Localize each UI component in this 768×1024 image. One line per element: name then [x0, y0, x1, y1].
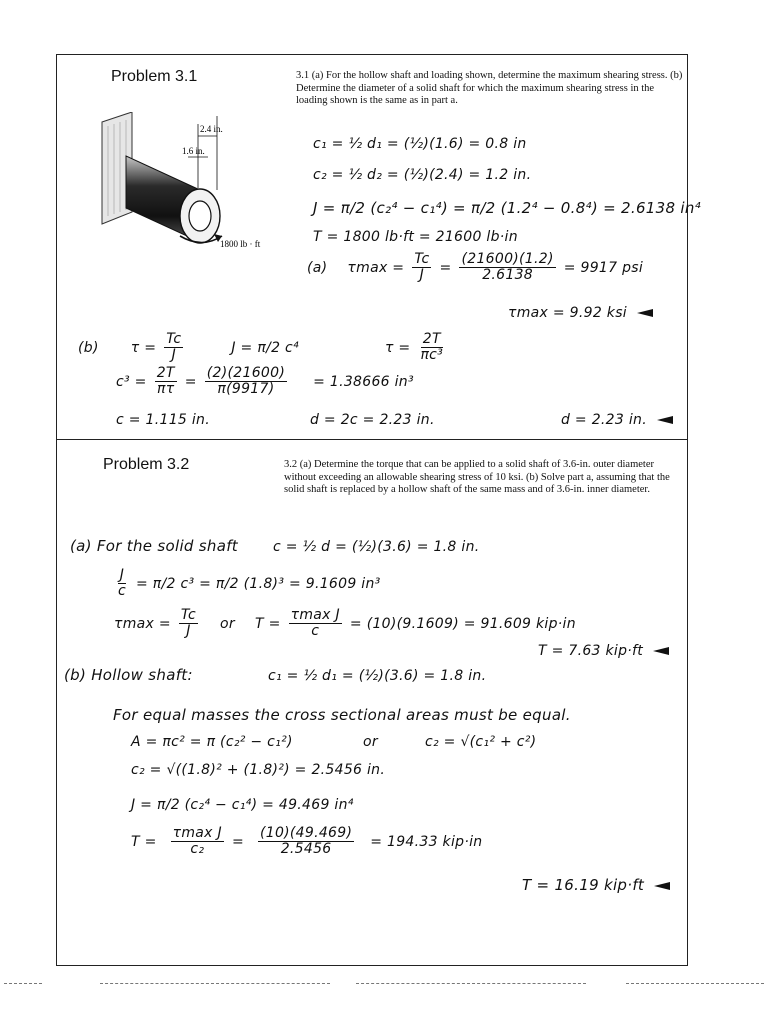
scan-dash — [356, 983, 586, 984]
fraction-numerator: 2T — [156, 365, 175, 381]
c2-formula: c₂ = √(c₁² + c²) — [425, 734, 537, 750]
torque-lhs: T = — [254, 615, 281, 632]
2t-over-pic3-fraction — [418, 332, 445, 363]
tau-max-final — [508, 305, 653, 321]
fraction-numerator: Tc — [166, 331, 182, 347]
fraction-denominator: 2.6138 — [482, 267, 533, 283]
fraction-denominator: 2.5456 — [280, 841, 332, 857]
problem-3-1-title: Problem 3.1 — [111, 68, 198, 85]
tau-max-lhs: τmax = — [347, 259, 405, 276]
fraction-denominator: J — [186, 623, 191, 639]
fraction-numerator: (21600)(1.2) — [461, 251, 554, 267]
part-a-heading: (a) For the solid shaft — [70, 537, 238, 555]
solid-c-equation: c = ½ d = (½)(3.6) = 1.8 in. — [273, 539, 480, 555]
fraction-denominator: J — [171, 347, 177, 363]
answer-arrow-icon — [637, 309, 653, 317]
fraction-denominator: c — [311, 623, 320, 639]
or-text: or — [220, 615, 235, 632]
part-b-label: (b) — [78, 339, 99, 356]
problem-3-1-statement: 3.1 (a) For the hollow shaft and loading shown, determine the maximum shearing stress. (b) Determine the diameter of a solid shaft for which the maximum shearing stress in the loading shown is the same as in part a. — [296, 70, 683, 106]
fraction-numerator: Tc — [180, 607, 197, 623]
part-b-equations — [78, 332, 447, 363]
c-cubed-lhs: c³ = — [116, 373, 147, 390]
problem-3-2-title: Problem 3.2 — [103, 456, 190, 473]
c-value: c = 1.115 in. — [116, 412, 210, 428]
torque-final-a — [538, 643, 669, 659]
fraction-denominator: πτ — [157, 381, 175, 397]
equal-masses-note: For equal masses the cross sectional areas must be equal. — [113, 706, 571, 724]
tau-j-over-c2-fraction — [171, 826, 224, 857]
d-final-text: d = 2.23 in. — [561, 412, 647, 428]
fraction-numerator: 2T — [422, 331, 441, 347]
hollow-shaft-figure — [98, 112, 283, 250]
torque-equation — [114, 608, 576, 639]
c-cubed-equation: c³ = $\frac{2T}{\pi\tau}$ = $\frac{(2)(21600)}{\pi(9917)}$ = 1.38666 in³ — [116, 365, 414, 397]
torque-final-b-text: T = 16.19 kip·ft — [522, 876, 645, 894]
fraction-denominator: c — [118, 583, 126, 599]
c2-value: c₂ = √((1.8)² + (1.8)²) = 2.5456 in. — [131, 762, 386, 778]
fraction-numerator: Tc — [414, 251, 430, 267]
fraction-numerator: J — [119, 567, 125, 583]
answer-arrow-icon — [653, 647, 669, 655]
torque-label: 1800 lb · ft — [220, 239, 261, 249]
part-a-label: (a) — [307, 259, 328, 276]
answer-arrow-icon — [654, 882, 670, 890]
fraction-denominator: π(9917) — [217, 381, 275, 397]
d-final — [561, 412, 673, 428]
d-value: d = 2c = 2.23 in. — [310, 412, 435, 428]
outer-diameter-label: 2.4 in. — [200, 124, 223, 134]
hollow-j-equation: J = π/2 (c₂⁴ − c₁⁴) = 49.469 in⁴ — [131, 797, 354, 813]
tau-lhs: τ = — [130, 339, 157, 356]
max-stress-equation: (a) τmax = $\frac{Tc}{J}$ = $\frac{(21600)(1.2)}{2.6138}$ = 9917 psi — [307, 251, 644, 283]
polar-moment-equation: J = π/2 (c₂⁴ − c₁⁴) = π/2 (1.2⁴ − 0.8⁴) = 2.6138 in⁴ — [313, 199, 701, 217]
solid-j-equation: J = π/2 c⁴ — [231, 339, 299, 356]
c1-equation: c₁ = ½ d₁ = (½)(1.6) = 0.8 in — [313, 136, 527, 152]
fraction-denominator: J — [419, 267, 425, 283]
fraction-numerator: τmax J — [172, 825, 222, 841]
2t-over-pitau-fraction — [155, 366, 177, 397]
numeric-fraction — [258, 826, 354, 857]
tau-max-final-text: τmax = 9.92 ksi — [508, 305, 627, 321]
j-over-c-equation — [114, 568, 381, 599]
or-text-2: or — [363, 734, 378, 750]
torque-conversion: T = 1800 lb·ft = 21600 lb·in — [313, 229, 518, 245]
torque-final-a-text: T = 7.63 kip·ft — [538, 643, 644, 659]
scan-dash — [4, 983, 42, 984]
area-equation: A = πc² = π (c₂² − c₁²) — [131, 734, 293, 750]
fraction-numerator: τmax J — [290, 607, 340, 623]
fraction-numerator: (10)(49.469) — [259, 825, 353, 841]
hollow-torque-equation: T = $\frac{\text{τmax J}}{\text{c₂}}$ = $\frac{(10)(49.469)}{2.5456}$ = 194.33 kip·in — [131, 825, 483, 857]
j-over-c-fraction — [116, 568, 128, 599]
j-over-c-result: = π/2 c³ = π/2 (1.8)³ = 9.1609 in³ — [136, 575, 381, 592]
c-cubed-result: = 1.38666 in³ — [313, 373, 414, 390]
fraction-denominator: c₂ — [190, 841, 205, 857]
hollow-c1-equation: c₁ = ½ d₁ = (½)(3.6) = 1.8 in. — [268, 668, 487, 684]
c2-equation: c₂ = ½ d₂ = (½)(2.4) = 1.2 in. — [313, 167, 532, 183]
torque-result: = (10)(9.1609) = 91.609 kip·in — [349, 615, 576, 632]
torque-final-b — [522, 876, 670, 894]
scan-dash — [626, 983, 764, 984]
scan-dash — [100, 983, 330, 984]
tc-over-j-fraction — [412, 252, 431, 283]
tau-j-over-c-fraction — [289, 608, 342, 639]
tau-result: = 9917 psi — [563, 259, 644, 276]
numeric-fraction — [459, 252, 555, 283]
tc-over-j-fraction — [164, 332, 183, 363]
problem-3-2-statement: 3.2 (a) Determine the torque that can be applied to a solid shaft of 3.6-in. outer diameter without exceeding an allowable shearing stress of 10 ksi. (b) Solve part a, assuming that the solid shaft is replaced by a hollow shaft of the same mass and of 3.6-in. inner diameter. — [284, 459, 670, 495]
fraction-numerator: (2)(21600) — [206, 365, 286, 381]
hollow-torque-result: = 194.33 kip·in — [370, 833, 483, 850]
answer-arrow-icon — [657, 416, 673, 424]
fraction-denominator: πc³ — [420, 347, 444, 363]
inner-diameter-label: 1.6 in. — [182, 146, 205, 156]
tau-max-lhs: τmax = — [114, 615, 171, 632]
numeric-fraction — [205, 366, 287, 397]
section-divider — [56, 439, 688, 440]
torque-lhs: T = — [131, 833, 157, 850]
tau-lhs-2: τ = — [384, 339, 411, 356]
tc-over-j-fraction — [179, 608, 198, 639]
part-b-heading: (b) Hollow shaft: — [64, 666, 193, 684]
